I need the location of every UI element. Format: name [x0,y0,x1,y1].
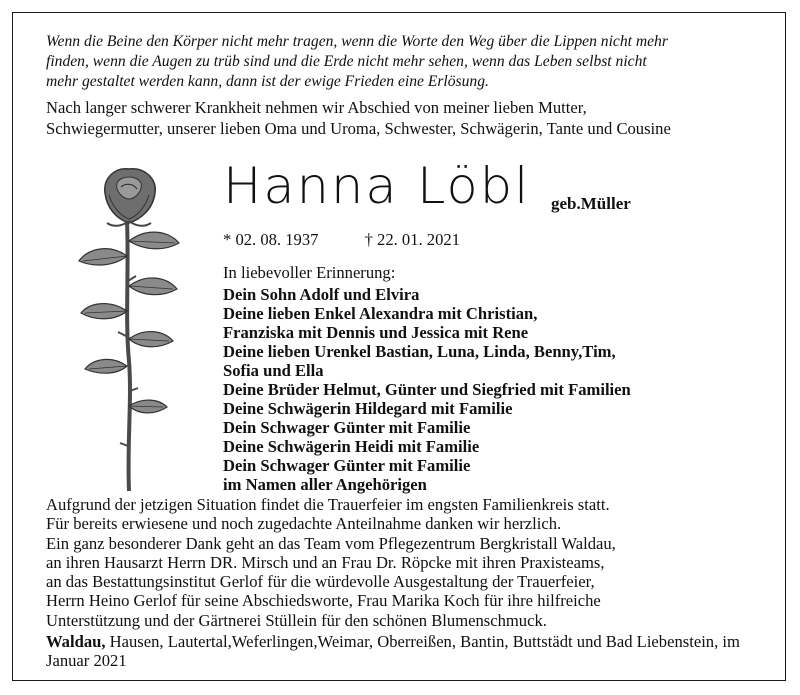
list-item: Dein Sohn Adolf und Elvira [223,285,420,304]
list-item: Deine lieben Urenkel Bastian, Luna, Linda, Benny,Tim, [223,342,616,361]
maiden-name: geb.Müller [551,194,631,213]
list-item: im Namen aller Angehörigen [223,475,427,494]
closing-text [46,632,786,671]
list-item: Dein Schwager Günter mit Familie [223,456,471,475]
intro-text: Nach langer schwerer Krankheit nehmen wir Abschied von meiner lieben Mutter, Schwiegermutter, unserer lieben Oma und Uroma, Schwester, Schwägerin, Tante und Cousine [46,98,671,138]
poem-text: Wenn die Beine den Körper nicht mehr tragen, wenn die Worte den Weg über die Lippen nicht mehr finden, wenn die Augen zu trüb sind und die Erde nicht mehr sehen, wenn das Leben selbst nicht mehr gestaltet werden kann, dann ist der ewige Frieden eine Erlösung. [46,33,668,90]
closing-place: Waldau, [46,632,106,651]
closing-rest: Hausen, Lautertal,Weferlingen,Weimar, Oberreißen, Bantin, Buttstädt und Bad Liebenstein, im Januar 2021 [46,632,740,671]
death-date: † 22. 01. 2021 [364,230,460,249]
list-item: Franziska mit Dennis und Jessica mit Rene [223,323,529,342]
life-dates [223,230,460,250]
list-item: Deine Brüder Helmut, Günter und Siegfried mit Familien [223,380,631,399]
obituary-notice [12,12,786,681]
list-item: Deine Schwägerin Hildegard mit Familie [223,399,513,418]
rose-icon [69,161,189,491]
deceased-name: Hanna Löbl [223,157,531,215]
thanks-text: Aufgrund der jetzigen Situation findet die Trauerfeier im engsten Familienkreis statt. Für bereits erwiesene und noch zugedachte Anteilnahme danken wir herzlich. Ein ganz besonderer Dank geht an das Team vom Pflegezentrum Bergkristall Waldau, an ihren Hausarzt Herrn DR. Mirsch und an Frau Dr. Röpcke mit ihren Praxisteams, an das Bestattungsinstitut Gerlof für die würdevolle Ausgestaltung der Trauerfeier, Herrn Heino Gerlof für seine Abschiedsworte, Frau Marika Koch für ihre hilfreiche Unterstützung und der Gärtnerei Stüllein für den schönen Blumenschmuck. [46,495,616,630]
mourners-list [223,285,631,494]
list-item: Sofia und Ella [223,361,324,380]
birth-date: * 02. 08. 1937 [223,230,319,249]
list-item: Deine lieben Enkel Alexandra mit Christian, [223,304,538,323]
list-item: Dein Schwager Günter mit Familie [223,418,471,437]
memory-label: In liebevoller Erinnerung: [223,263,396,282]
list-item: Deine Schwägerin Heidi mit Familie [223,437,480,456]
